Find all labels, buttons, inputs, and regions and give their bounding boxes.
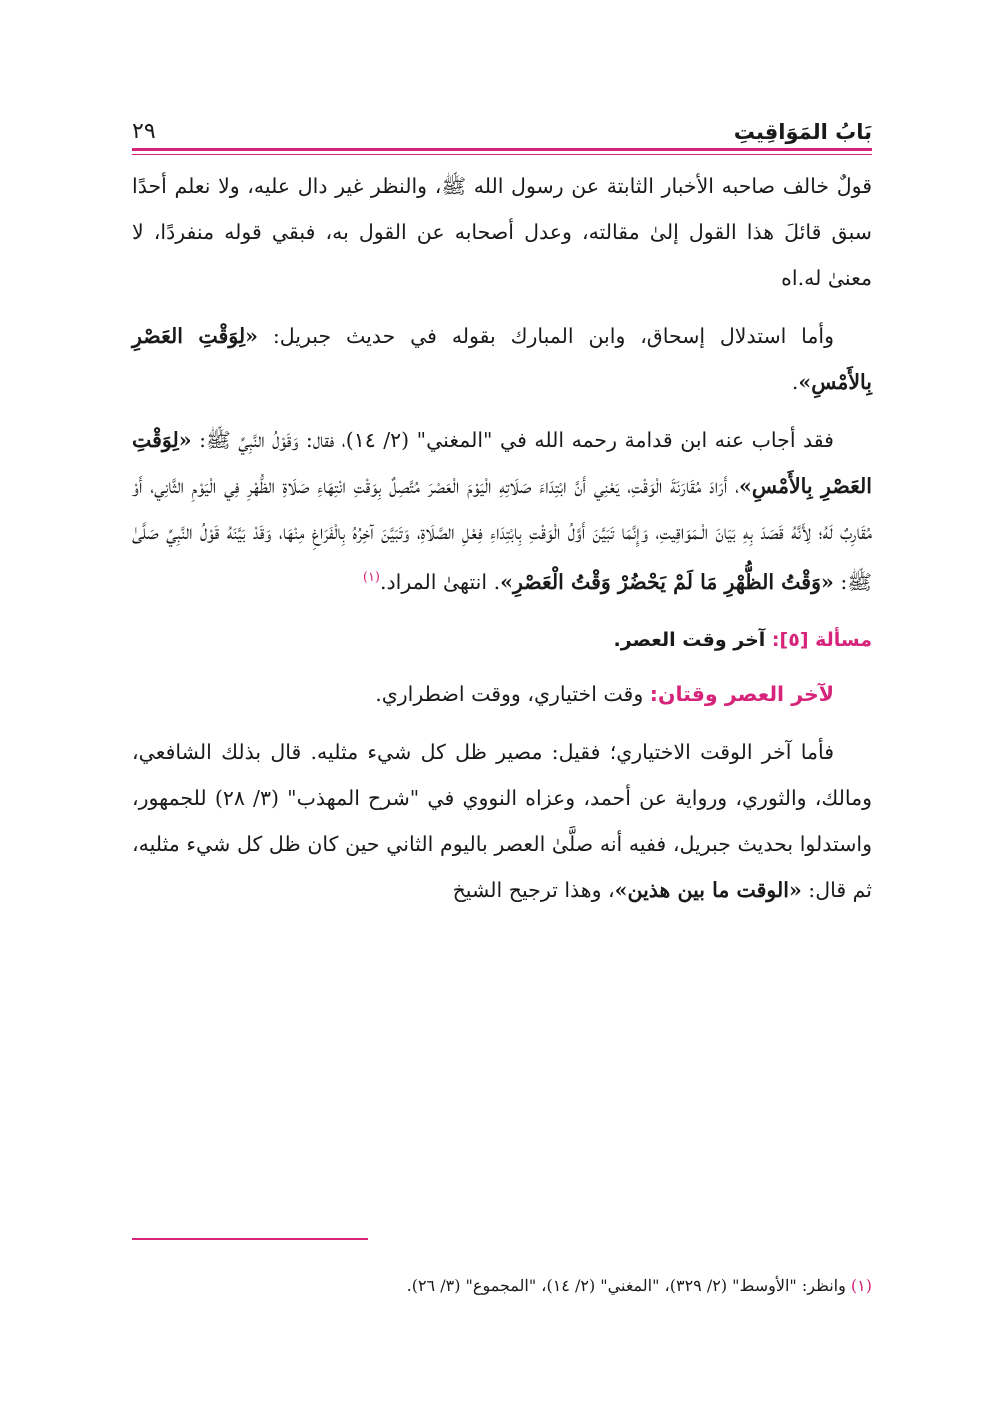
header-rule-thin — [132, 154, 872, 155]
chapter-title: بَابُ المَوَاقِيتِ — [733, 120, 872, 144]
paragraph-4 — [132, 729, 872, 913]
page-header — [132, 100, 872, 144]
paragraph-2 — [132, 313, 872, 405]
paragraph-3 — [132, 417, 872, 605]
paragraph-2-end: . — [791, 370, 799, 394]
subheading — [132, 671, 872, 717]
footnote-number: (١) — [850, 1276, 872, 1295]
hadith-quote: «الوقت ما بين هذين» — [614, 877, 802, 902]
paragraph-1: قولٌ خالف صاحبه الأخبار الثابتة عن رسول الله ﷺ، والنظر غير دال عليه، ولا نعلم أحدًا سبق قائلَ هذا القول إلىٰ مقالته، وعدل أصحابه عن القول به، فبقي قوله منفردًا، لا معنىٰ له.اه — [132, 174, 872, 290]
footnote-separator — [132, 1238, 368, 1240]
page — [132, 100, 872, 925]
footnote-ref[interactable]: (١) — [362, 570, 380, 585]
paragraph-2-text: وأما استدلال إسحاق، وابن المبارك بقوله في حديث جبريل: — [257, 324, 834, 348]
paragraph-4-body: فأما آخر الوقت الاختياري؛ فقيل: مصير ظل كل شيء مثليه. قال بذلك الشافعي، ومالك، والثوري، ورواية عن أحمد، وعزاه النووي في "شرح المهذب" (٣/ ٢٨) للجمهور، واستدلوا بحديث جبريل، ففيه أنه صلَّىٰ العصر باليوم الثاني حين كان ظل كل شيء مثليه، ثم قال: — [132, 739, 872, 902]
hadith-quote: «لِوَقْتِ العَصْرِ بِالأَمْسِ» — [132, 428, 872, 498]
paragraph-3-end: . انتهىٰ المراد. — [380, 569, 501, 594]
hadith-quote: «لِوَقْتِ العَصْرِ بِالأَمْسِ» — [132, 324, 872, 394]
section-title — [132, 617, 872, 663]
section-number: مسألة [٥]: — [765, 628, 872, 651]
footnote-text: وانظر: "الأوسط" (٢/ ٣٢٩)، "المغني" (٢/ ١٤)، "المجموع" (٣/ ٢٦). — [406, 1276, 851, 1295]
page-body — [132, 163, 872, 913]
subheading-text: وقت اختياري، ووقت اضطراري. — [375, 681, 650, 706]
footnote — [132, 1276, 872, 1295]
section-title-text: آخر وقت العصر. — [613, 628, 766, 651]
subheading-label: لآخر العصر وقتان: — [649, 681, 834, 706]
paragraph-3-body: ، أَرَادَ مُقَارَنَةَ الْوَقْتِ، يَعْنِي أَنَّ ابْتِدَاءَ صَلَاتِهِ الْيَوْمَ الْعَصْرَ مُتَّصِلٌ بِوَقْتِ انْتِهَاءِ صَلَاةِ الظُّهْرِ فِي الْيَوْمِ الثَّانِي، أَوْ مُقَارِبٌ لَهُ؛ لِأَنَّهُ قَصَدَ بِهِ بَيَانَ الْـمَوَاقِيتِ، وَإِنَّمَا تَبَيَّنَ أَوَّلُ الْوَقْتِ بِابْتِدَاءِ فِعْلِ الصَّلَاةِ، وَتَبَيَّنَ آخِرُهُ بِالْفَرَاغِ مِنْهَا، وَقَدْ بَيَّنَهُ قَوْلُ النَّبِيِّ صَلَّىٰ ﷺ: — [132, 474, 872, 594]
header-rule-thick — [132, 148, 872, 151]
hadith-quote: «وَقْتُ الظُّهْرِ مَا لَمْ يَحْضُرْ وَقْتُ الْعَصْرِ» — [500, 569, 834, 594]
page-number: ٢٩ — [132, 119, 156, 144]
paragraph-3-intro: فقد أجاب عنه ابن قدامة رحمه الله في "المغني" (٢/ ١٤)، فقال: وَقَوْلُ النَّبِيِّ ﷺ: — [191, 428, 834, 452]
paragraph-4-end: ، وهذا ترجيح الشيخ — [452, 877, 615, 902]
